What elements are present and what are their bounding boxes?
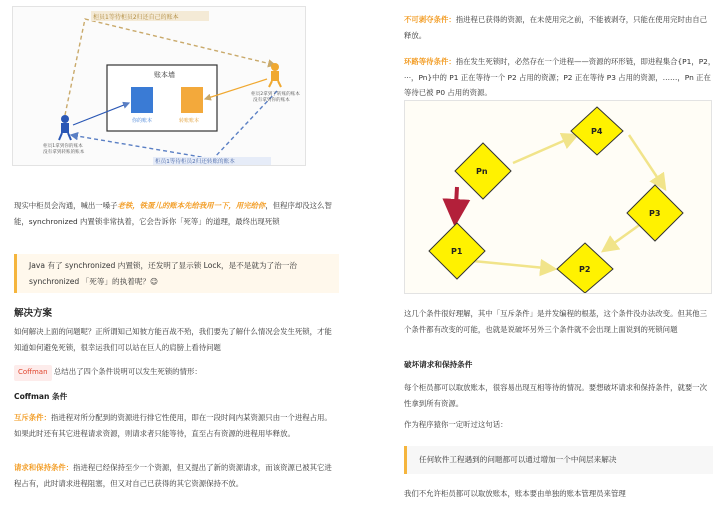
condition-hold-and-wait (14, 460, 332, 491)
coffman-conditions-title: Coffman 条件 (14, 392, 68, 401)
paragraph-conditions-summary: 这几个条件很好理解，其中「互斥条件」是并发编程的根基，这个条件没办法改变。但其他三个条件都有改变的可能，也就是说破坏另外三个条件就不会出现上面说到的死锁问题 (404, 309, 708, 334)
circular-wait-diagram (405, 101, 711, 293)
node-p1-label: P1 (451, 247, 463, 256)
condition-1-name: 互斥条件： (14, 413, 51, 422)
condition-4-name: 环路等待条件： (404, 57, 456, 66)
right-column (374, 0, 720, 506)
clerk-1-icon (59, 115, 71, 140)
condition-2-name: 请求和保持条件： (14, 463, 74, 472)
node-p3 (627, 185, 683, 241)
arrow-p1-p2 (473, 261, 555, 269)
clerk-2-icon (269, 63, 281, 87)
clerk-1-caption: 柜员1拿到你的账本没有拿到转账的账本 (43, 144, 85, 155)
orange-book-icon (181, 87, 203, 113)
arrow-pn-p1 (455, 187, 457, 223)
node-p4-label: P4 (591, 127, 603, 136)
section-title-break-hold: 破坏请求和保持条件 (404, 360, 473, 369)
paragraph-solution: 如何解决上面的问题呢？正所谓知己知彼方能百战不殆，我们要先了解什么情况会发生死锁，才能知道如何避免死锁，很幸运我们可以站在巨人的肩膀上看待问题 (14, 327, 332, 352)
node-p3-label: P3 (649, 209, 661, 218)
middle-layer-quote-text: 任何软件工程遇到的问题都可以通过增加一个中间层来解决 (419, 455, 617, 464)
arrow-pn-p4 (513, 135, 577, 163)
lock-quote (14, 254, 339, 293)
middle-layer-quote (404, 446, 713, 474)
paragraph-intro (14, 198, 332, 229)
paragraph-ledger-manager: 我们不允许柜员都可以取放账本，账本要由单独的账本管理员来管理 (404, 489, 626, 498)
paragraph-programmer: 作为程序猿你一定听过这句话： (404, 420, 508, 429)
ledger-wall-diagram (13, 7, 305, 165)
left-column (0, 0, 346, 506)
node-pn-label: Pn (476, 167, 488, 176)
figure-top-caption: 柜员1等待柜员2归还自己的账本 (93, 14, 179, 21)
condition-2-text: 指进程已经保持至少一个资源，但又提出了新的资源请求，而该资源已被其它进程占有，此时请求进程阻塞，但又对自己已获得的其它资源保持不放。 (14, 463, 332, 488)
condition-mutual-exclusion (14, 410, 332, 441)
arrow-p3-p2 (603, 221, 645, 251)
paragraph-coffman (14, 364, 332, 381)
condition-circular-wait (404, 54, 714, 101)
condition-3-name: 不可剥夺条件： (404, 15, 456, 24)
orange-book-label: 转账账本 (179, 118, 200, 124)
condition-3-text: 指进程已获得的资源，在未使用完之前，不能被剥夺，只能在使用完时由自己释放。 (404, 15, 708, 40)
condition-no-preemption (404, 12, 714, 43)
wall-label: 账本墙 (154, 71, 175, 79)
blue-book-icon (131, 87, 153, 113)
lock-quote-text: Java 有了 synchronized 内置锁，还发明了显示锁 Lock，是不是就为了治一治 synchronized 「死等」的执着呢？ (29, 261, 297, 286)
condition-1-text: 指进程对所分配到的资源进行排它性使用，即在一段时间内某资源只由一个进程占用。如果此时还有其它进程请求资源，则请求者只能等待，直至占有资源的进程用毕释放。 (14, 413, 332, 438)
intro-tail: ，但程序却没这么智能，synchronized 内置锁非常执着，它会告诉你「死等」的道理，最终出现死锁 (14, 201, 332, 226)
node-p1 (429, 223, 485, 279)
intro-highlight: 老铁，铁蛋儿的账本先给我用一下，用完给你 (117, 201, 266, 210)
ledger-wall-figure (12, 6, 306, 166)
circular-wait-figure (404, 100, 712, 294)
condition-4-text: 指在发生死锁时，必然存在一个进程——资源的环形链，即进程集合{P1，P2，···，Pn}中的 P1 正在等待一个 P2 占用的资源；P2 正在等待 P3 占用的资源，……，Pn 正在等待已被 P0 占用的资源。 (404, 57, 712, 97)
coffman-badge: Coffman (14, 365, 52, 381)
arrow-p4-p3 (629, 135, 665, 189)
node-p2-label: P2 (579, 265, 591, 274)
figure-bottom-caption: 柜员1等待柜员2归还转账的账本 (155, 159, 235, 165)
node-pn (455, 143, 511, 199)
node-p4 (571, 107, 623, 155)
coffman-text: 总结出了四个条件说明可以发生死锁的情形： (53, 367, 202, 376)
section-title-solution: 解决方案 (14, 308, 53, 319)
wink-emoji-icon: 😉 (150, 276, 158, 286)
paragraph-break-hold: 每个柜员都可以取放账本，很容易出现互相等待的情况。要想破坏请求和保持条件，就要一次性拿到所有资源。 (404, 383, 708, 408)
intro-lead: 现实中柜员会沟通，喊出一嗓子 (14, 201, 118, 210)
blue-book-label: 你的账本 (132, 118, 153, 124)
clerk-2-caption: 柜员2拿到了转账的账本没有拿到你的账本 (251, 92, 300, 103)
